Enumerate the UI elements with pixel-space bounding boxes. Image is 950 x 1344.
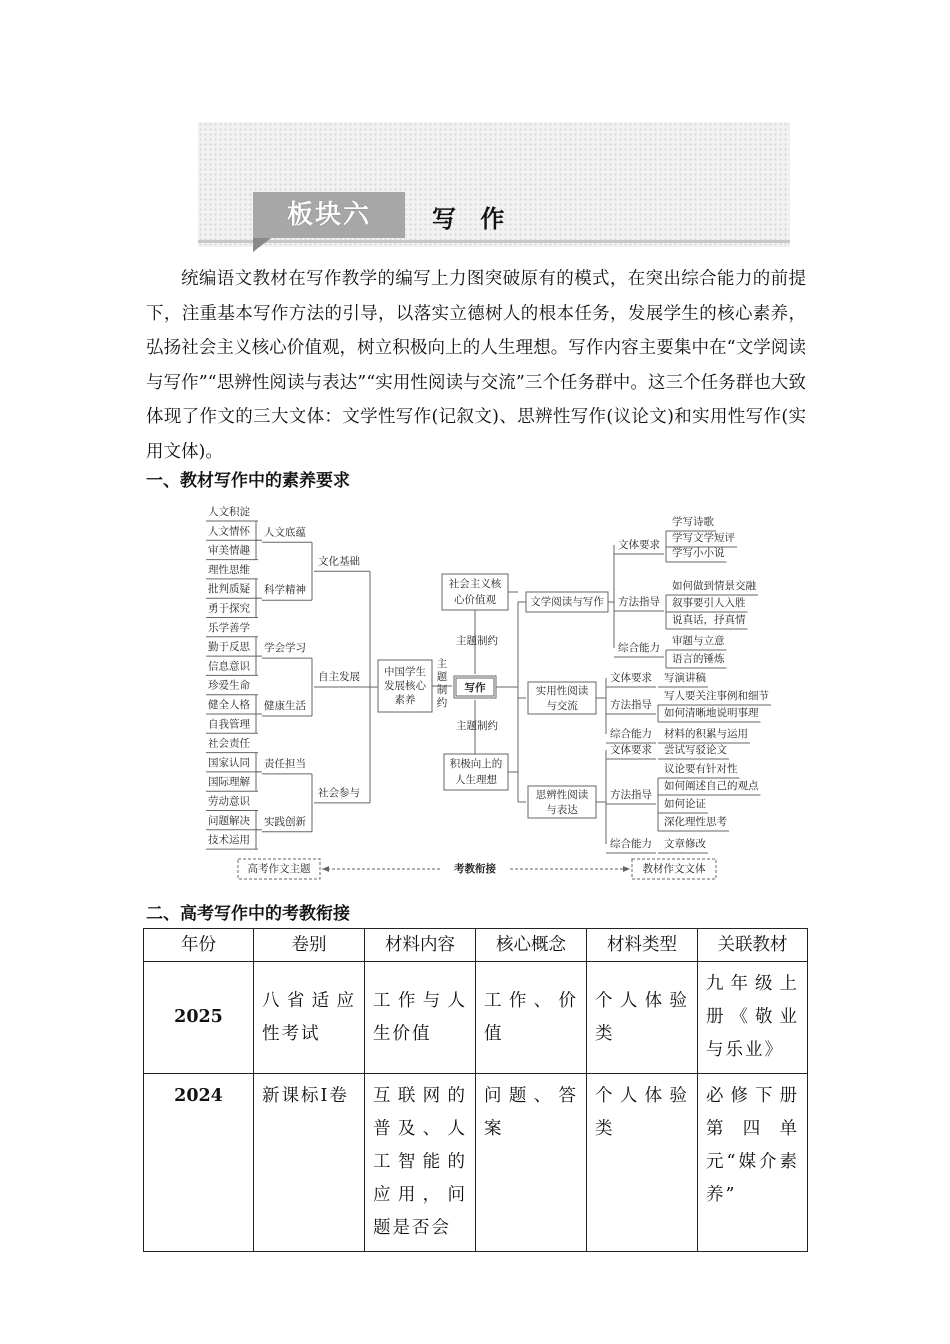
literacy-item: 批判质疑 xyxy=(208,583,250,596)
literacy-item: 珍爱生命 xyxy=(208,679,250,692)
sub-category: 文体要求 xyxy=(618,539,660,551)
cell-material: 工作与人生价值 xyxy=(365,962,476,1074)
literacy-item: 自我管理 xyxy=(208,718,250,731)
topic-item: 审题与立意 xyxy=(672,635,725,647)
restrict-label: 主题制约 xyxy=(456,635,498,647)
literacy-item: 审美情趣 xyxy=(208,544,250,557)
cell-paper: 八省适应性考试 xyxy=(254,962,365,1074)
values-label: 社会主义核 xyxy=(448,578,502,590)
sub-category: 文体要求 xyxy=(610,672,652,684)
literacy-item: 社会责任 xyxy=(208,737,250,750)
header-material: 材料内容 xyxy=(365,929,476,962)
sub-category: 方法指导 xyxy=(610,789,652,801)
task-group-label: 文学阅读与写作 xyxy=(530,596,604,608)
topic-item: 语言的锤炼 xyxy=(672,653,725,665)
topic-item: 说真话，抒真情 xyxy=(672,614,746,626)
topic-item: 如何做到情景交融 xyxy=(672,580,756,592)
table-row xyxy=(144,1074,808,1252)
topic-item: 尝试写驳论文 xyxy=(664,744,727,756)
table-header-row xyxy=(144,929,808,962)
literacy-item: 劳动意识 xyxy=(208,795,250,808)
restrict-char: 题 xyxy=(436,671,448,683)
literacy-item: 健全人格 xyxy=(208,699,250,711)
restrict-char: 约 xyxy=(436,697,448,709)
topic-item: 如何论证 xyxy=(664,798,706,810)
header-concept: 核心概念 xyxy=(476,929,587,962)
topic-item: 议论要有针对性 xyxy=(664,763,738,775)
header-year: 年份 xyxy=(144,929,254,962)
cell-concept: 问题、答案 xyxy=(476,1074,587,1252)
cell-year: 2024 xyxy=(144,1074,254,1252)
sub-category: 综合能力 xyxy=(618,642,660,654)
topic-item: 深化理性思考 xyxy=(664,816,727,828)
footer-textbook-label: 教材作文文体 xyxy=(642,863,706,875)
topic-item: 写演讲稿 xyxy=(664,672,706,684)
task-group-label: 思辨性阅读 xyxy=(535,789,589,801)
restrict-char: 主 xyxy=(436,658,448,670)
task-group-label: 实用性阅读 xyxy=(535,685,589,697)
core-group: 文化基础 xyxy=(318,555,360,568)
cell-concept: 工作、价值 xyxy=(476,962,587,1074)
core-literacy-label: 中国学生 xyxy=(384,666,426,678)
literacy-item: 理性思维 xyxy=(208,563,250,576)
topic-item: 如何清晰地说明事理 xyxy=(664,707,759,719)
topic-item: 文章修改 xyxy=(664,838,706,850)
cell-textbook: 必修下册第四单元“媒介素养” xyxy=(698,1074,808,1252)
literacy-item: 勇于探究 xyxy=(208,602,250,615)
arrow-right-icon xyxy=(623,866,630,872)
literacy-item: 勤于反思 xyxy=(208,641,250,654)
literacy-item: 技术运用 xyxy=(208,834,250,847)
sub-category: 文体要求 xyxy=(610,744,652,756)
topic-item: 写人要关注事例和细节 xyxy=(664,690,769,702)
topic-item: 叙事要引人入胜 xyxy=(672,597,746,609)
literacy-aspect: 实践创新 xyxy=(264,815,306,828)
header-type: 材料类型 xyxy=(587,929,698,962)
exam-table xyxy=(143,928,808,1252)
literacy-mindmap xyxy=(200,502,780,882)
literacy-item: 信息意识 xyxy=(208,660,250,673)
banner-tag: 板块六 xyxy=(253,192,405,238)
core-group: 社会参与 xyxy=(318,786,360,799)
topic-item: 如何阐述自己的观点 xyxy=(664,780,759,792)
literacy-item: 国际理解 xyxy=(208,776,250,789)
values-label: 心价值观 xyxy=(454,594,496,606)
section-heading-1: 一、教材写作中的素养要求 xyxy=(146,471,350,491)
topic-item: 学写诗歌 xyxy=(672,516,714,528)
literacy-item: 乐学善学 xyxy=(208,621,250,634)
cell-type: 个人体验类 xyxy=(587,1074,698,1252)
banner-title: 写 作 xyxy=(432,205,513,233)
arrow-left-icon xyxy=(322,866,329,872)
literacy-aspect: 健康生活 xyxy=(264,700,306,712)
footer-link-label: 考教衔接 xyxy=(454,863,496,875)
sub-category: 综合能力 xyxy=(610,838,652,850)
sub-category: 综合能力 xyxy=(610,728,652,740)
task-group-label: 与表达 xyxy=(546,804,578,816)
cell-textbook: 九年级上册《敬业与乐业》 xyxy=(698,962,808,1074)
literacy-aspect: 责任担当 xyxy=(264,757,306,770)
core-literacy-label: 发展核心 xyxy=(384,680,426,692)
banner-notch xyxy=(253,238,271,252)
cell-type: 个人体验类 xyxy=(587,962,698,1074)
literacy-aspect: 人文底蕴 xyxy=(264,526,306,539)
core-group: 自主发展 xyxy=(318,671,360,684)
cell-paper: 新课标Ⅰ卷 xyxy=(254,1074,365,1252)
table-row xyxy=(144,962,808,1074)
core-literacy-label: 素养 xyxy=(394,694,416,706)
section-heading-2: 二、高考写作中的考教衔接 xyxy=(146,904,350,924)
literacy-item: 国家认同 xyxy=(208,756,250,769)
restrict-label: 主题制约 xyxy=(456,720,498,732)
topic-item: 学写文学短评 xyxy=(672,532,735,544)
restrict-char: 制 xyxy=(436,684,448,696)
sub-category: 方法指导 xyxy=(610,699,652,711)
literacy-item: 问题解决 xyxy=(208,814,250,827)
topic-item: 学写小小说 xyxy=(672,547,725,559)
cell-material: 互联网的普及、人工智能的应用，问题是否会 xyxy=(365,1074,476,1252)
sub-category: 方法指导 xyxy=(618,596,660,608)
topic-item: 材料的积累与运用 xyxy=(664,728,748,740)
header-textbook: 关联教材 xyxy=(698,929,808,962)
header-paper: 卷别 xyxy=(254,929,365,962)
ideal-label: 人生理想 xyxy=(455,774,497,786)
writing-center-label: 写作 xyxy=(464,682,486,694)
literacy-item: 人文情怀 xyxy=(208,525,250,538)
cell-year: 2025 xyxy=(144,962,254,1074)
literacy-item: 人文积淀 xyxy=(208,506,250,518)
task-group-label: 与交流 xyxy=(546,700,578,712)
ideal-label: 积极向上的 xyxy=(449,758,503,770)
intro-paragraph: 统编语文教材在写作教学的编写上力图突破原有的模式，在突出综合能力的前提下，注重基本写作方法的引导，以落实立德树人的根本任务，发展学生的核心素养，弘扬社会主义核心价值观，树立积极向上的人生理想。写作内容主要集中在“文学阅读与写作”“思辨性阅读与表达”“实用性阅读与交流”三个任务群中。这三个任务群也大致体现了作文的三大文体：文学性写作(记叙文)、思辨性写作(议论文)和实用性写作(实用文体)。 xyxy=(146,269,806,462)
footer-exam-label: 高考作文主题 xyxy=(247,863,311,875)
literacy-aspect: 科学精神 xyxy=(264,584,306,597)
literacy-aspect: 学会学习 xyxy=(264,642,306,655)
banner-rule xyxy=(198,240,790,243)
